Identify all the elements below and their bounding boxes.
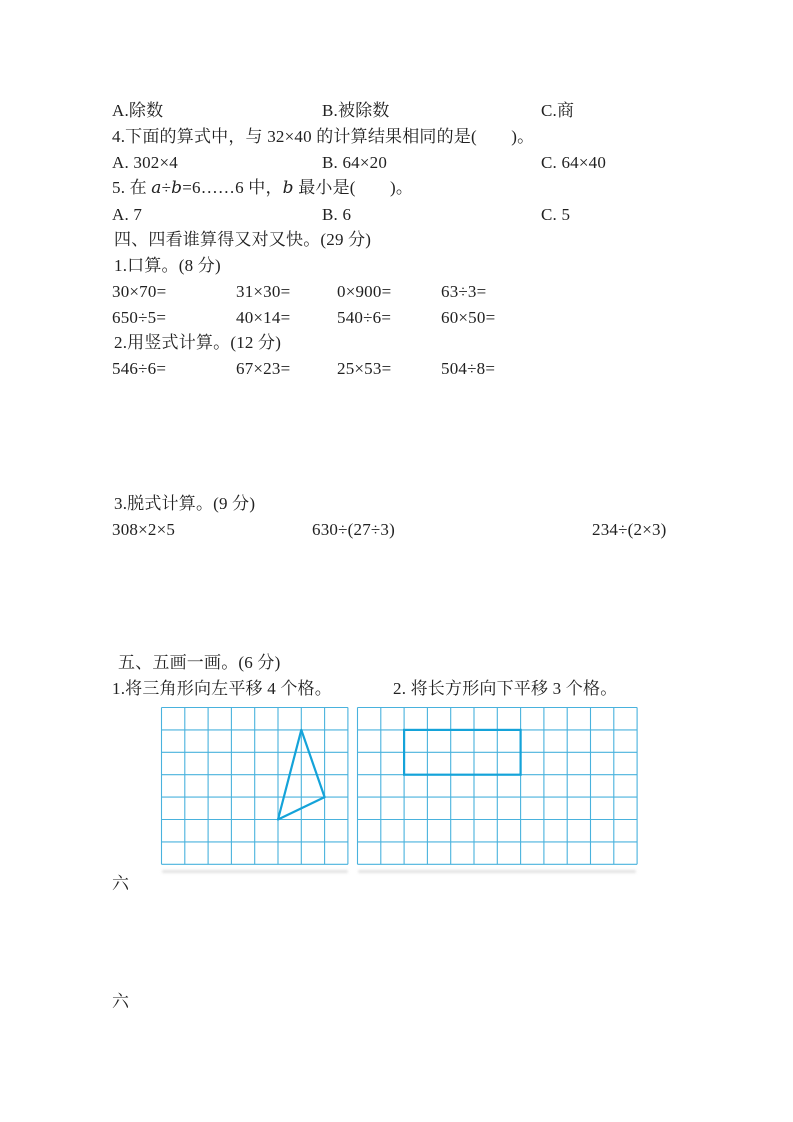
oral-calc-item: 60×50= [441, 308, 496, 327]
q3-option-a: A.除数 [112, 101, 164, 120]
question-4: 4.下面的算式中，与 32×40 的计算结果相同的是( )。 [112, 127, 535, 146]
step-calc-title: 3.脱式计算。(9 分) [114, 494, 256, 513]
vertical-calc-item: 67×23= [236, 359, 291, 378]
step-calc-item: 234÷(2×3) [592, 520, 667, 539]
section6-marker-2: 六 [112, 992, 130, 1011]
vertical-calc-title: 2.用竖式计算。(12 分) [114, 333, 282, 352]
oral-calc-item: 650÷5= [112, 308, 167, 327]
vertical-calc-item: 25×53= [337, 359, 392, 378]
oral-calc-item: 31×30= [236, 282, 291, 301]
q5-text-post: 最小是( )。 [293, 178, 414, 197]
q5-var-a: a [151, 178, 162, 198]
step-calc-item: 630÷(27÷3) [312, 520, 395, 539]
triangle-translation-grid [160, 706, 350, 871]
oral-calc-item: 40×14= [236, 308, 291, 327]
q5-option-c: C. 5 [541, 205, 571, 224]
oral-calc-item: 30×70= [112, 282, 167, 301]
q4-option-c: C. 64×40 [541, 153, 607, 172]
q5-text-mid: =6……6 中， [182, 178, 283, 197]
question-5 [112, 178, 413, 198]
section4-title: 四、四看谁算得又对又快。(29 分) [114, 230, 372, 249]
vertical-calc-item: 546÷6= [112, 359, 167, 378]
oral-calc-item: 0×900= [337, 282, 392, 301]
q4-option-b: B. 64×20 [322, 153, 388, 172]
rectangle-grid-svg [356, 706, 639, 866]
grid1-caption: 1.将三角形向左平移 4 个格。 [112, 679, 332, 698]
section6-marker-1: 六 [112, 874, 130, 893]
q4-option-a: A. 302×4 [112, 153, 178, 172]
q5-text-pre: 5. 在 [112, 178, 152, 197]
q5-option-b: B. 6 [322, 205, 352, 224]
rectangle-translation-grid [356, 706, 639, 871]
triangle-grid-svg [160, 706, 350, 866]
section5-title: 五、五画一画。(6 分) [118, 653, 281, 672]
step-calc-item: 308×2×5 [112, 520, 176, 539]
q5-option-a: A. 7 [112, 205, 143, 224]
scan-shadow-right [358, 870, 636, 873]
oral-calc-item: 63÷3= [441, 282, 487, 301]
q3-option-c: C.商 [541, 101, 575, 120]
oral-calc-item: 540÷6= [337, 308, 392, 327]
q5-var-b2: b [282, 178, 294, 198]
oral-calc-title: 1.口算。(8 分) [114, 256, 221, 275]
q3-option-b: B.被除数 [322, 101, 390, 120]
q5-divide-sign: ÷ [161, 178, 172, 197]
scan-shadow-left [162, 870, 348, 873]
q5-var-b: b [171, 178, 183, 198]
grid2-caption: 2. 将长方形向下平移 3 个格。 [393, 679, 618, 698]
vertical-calc-item: 504÷8= [441, 359, 496, 378]
